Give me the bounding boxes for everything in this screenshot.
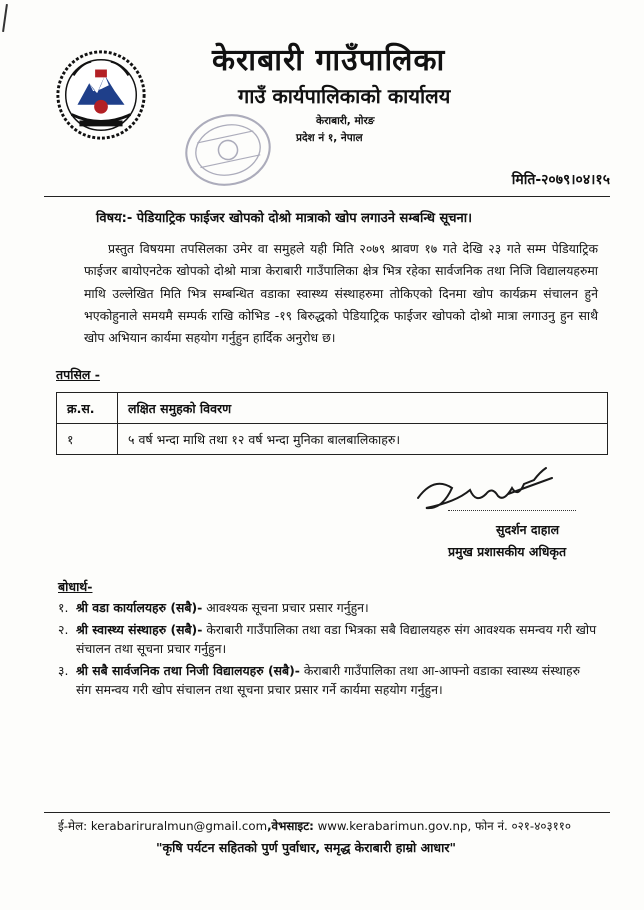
table-row xyxy=(57,424,608,455)
signature-line xyxy=(448,510,576,511)
email-address: kerabariruralmun@gmail.com xyxy=(90,819,268,833)
footer-slogan: "कृषि पर्यटन सहितको पुर्ण पुर्वाधार, समृद्ध केराबारी हाम्रो आधार" xyxy=(156,840,456,855)
list-item xyxy=(58,598,598,618)
phone-label: फोन नं. xyxy=(475,819,508,833)
signatory-name: सुदर्शन दाहाल xyxy=(496,522,560,537)
table-header-row xyxy=(57,393,608,424)
list-item-recipient: श्री सबै सार्वजनिक तथा निजी विद्यालयहरु (सबै)- xyxy=(76,662,300,678)
cc-label: बोधार्थ- xyxy=(58,579,93,594)
handwritten-signature-icon xyxy=(412,458,562,522)
list-item-number: ३. xyxy=(58,662,69,678)
phone-number: ०२१-४०३११० xyxy=(511,819,571,833)
address-line-1: केराबारी, मोरङ xyxy=(316,115,375,127)
list-item xyxy=(58,661,598,700)
list-item xyxy=(58,620,598,659)
row-description-cell: ५ वर्ष भन्दा माथि तथा १२ वर्ष भन्दा मुनिका बालबालिकाहरु। xyxy=(118,424,608,455)
list-item-text: आवश्यक सूचना प्रचार प्रसार गर्नुहुन। xyxy=(202,600,369,615)
notice-body: प्रस्तुत विषयमा तपसिलका उमेर वा समुहले यही मिति २०७९ श्रावण १७ गते देखि २३ गते सम्म पेडियाट्रिक फाईजर बायोएनटेक खोपको दोश्रो मात्रा केराबारी गाउँपालिका क्षेत्र भित्र रहेका सार्वजनिक तथा निजि विद्यालयहरुमा माथि उल्लेखित मिति भित्र सम्बन्धित वडाका स्वास्थ्य संस्थाहरुमा तोकिएको दिनमा खोप कार्यक्रम संचालन हुने भएकोहुनाले समयमै सम्पर्क राखि कोभिड -१९ बिरुद्धको पेडियाट्रिक फाईजर खोपको दोश्रो मात्रा लगाउनु हुन साथै खोप अभियान कार्यमा सहयोग गर्नुहुन हार्दिक अनुरोध छ। xyxy=(84,241,598,346)
office-name: गाउँ कार्यपालिकाको कार्यालय xyxy=(238,84,451,108)
contact-line xyxy=(58,818,571,834)
list-item-text: केराबारी गाउँपालिका तथा आ-आफ्नो वडाका स्वास्थ्य संस्थाहरु संग समन्वय गरी खोप संचालन तथा सूचना प्रचार प्रसार गर्ने कार्यमा सहयोग गर्नुहुन। xyxy=(76,662,580,697)
list-item-number: १. xyxy=(58,600,69,615)
list-item-recipient: श्री वडा कार्यालयहरु (सबै)- xyxy=(76,600,203,615)
org-name: केराबारी गाउँपालिका xyxy=(212,43,446,78)
row-serial-cell: १ xyxy=(57,424,118,455)
website-address: www.kerabarimun.gov.np, xyxy=(317,819,472,833)
cc-list xyxy=(58,598,598,702)
column-header-serial: क्र.स. xyxy=(57,393,118,424)
subject-line: विषय:- पेडियाट्रिक फाईजर खोपको दोश्रो मात्राको खोप लगाउने सम्बन्धि सूचना। xyxy=(96,211,473,226)
website-label: ,वेभसाइट: xyxy=(267,819,314,833)
column-header-description: लक्षित समुहको विवरण xyxy=(118,393,608,424)
signatory-title: प्रमुख प्रशासकीय अधिकृत xyxy=(448,544,567,559)
target-group-table xyxy=(56,392,608,455)
office-stamp-icon xyxy=(180,108,276,192)
issue-date: मिति-२०७९।०४।१५ xyxy=(511,172,610,188)
footer-divider xyxy=(44,812,610,813)
nepal-emblem-icon xyxy=(52,46,150,144)
address-line-2: प्रदेश नं १, नेपाल xyxy=(296,132,363,144)
list-item-recipient: श्री स्वास्थ्य संस्थाहरु (सबै)- xyxy=(76,621,203,637)
details-label: तपसिल - xyxy=(56,367,100,382)
header-divider xyxy=(44,196,610,197)
scan-edge-mark xyxy=(2,4,8,32)
list-item-number: २. xyxy=(58,621,69,637)
list-item-text: केराबारी गाउँपालिका तथा वडा भित्रका सबै विद्यालयहरु संग आवश्यक समन्वय गरी खोप संचालन तथा सूचना प्रचार गर्नुहुन। xyxy=(76,621,597,656)
email-label: ई-मेल: xyxy=(58,819,88,833)
